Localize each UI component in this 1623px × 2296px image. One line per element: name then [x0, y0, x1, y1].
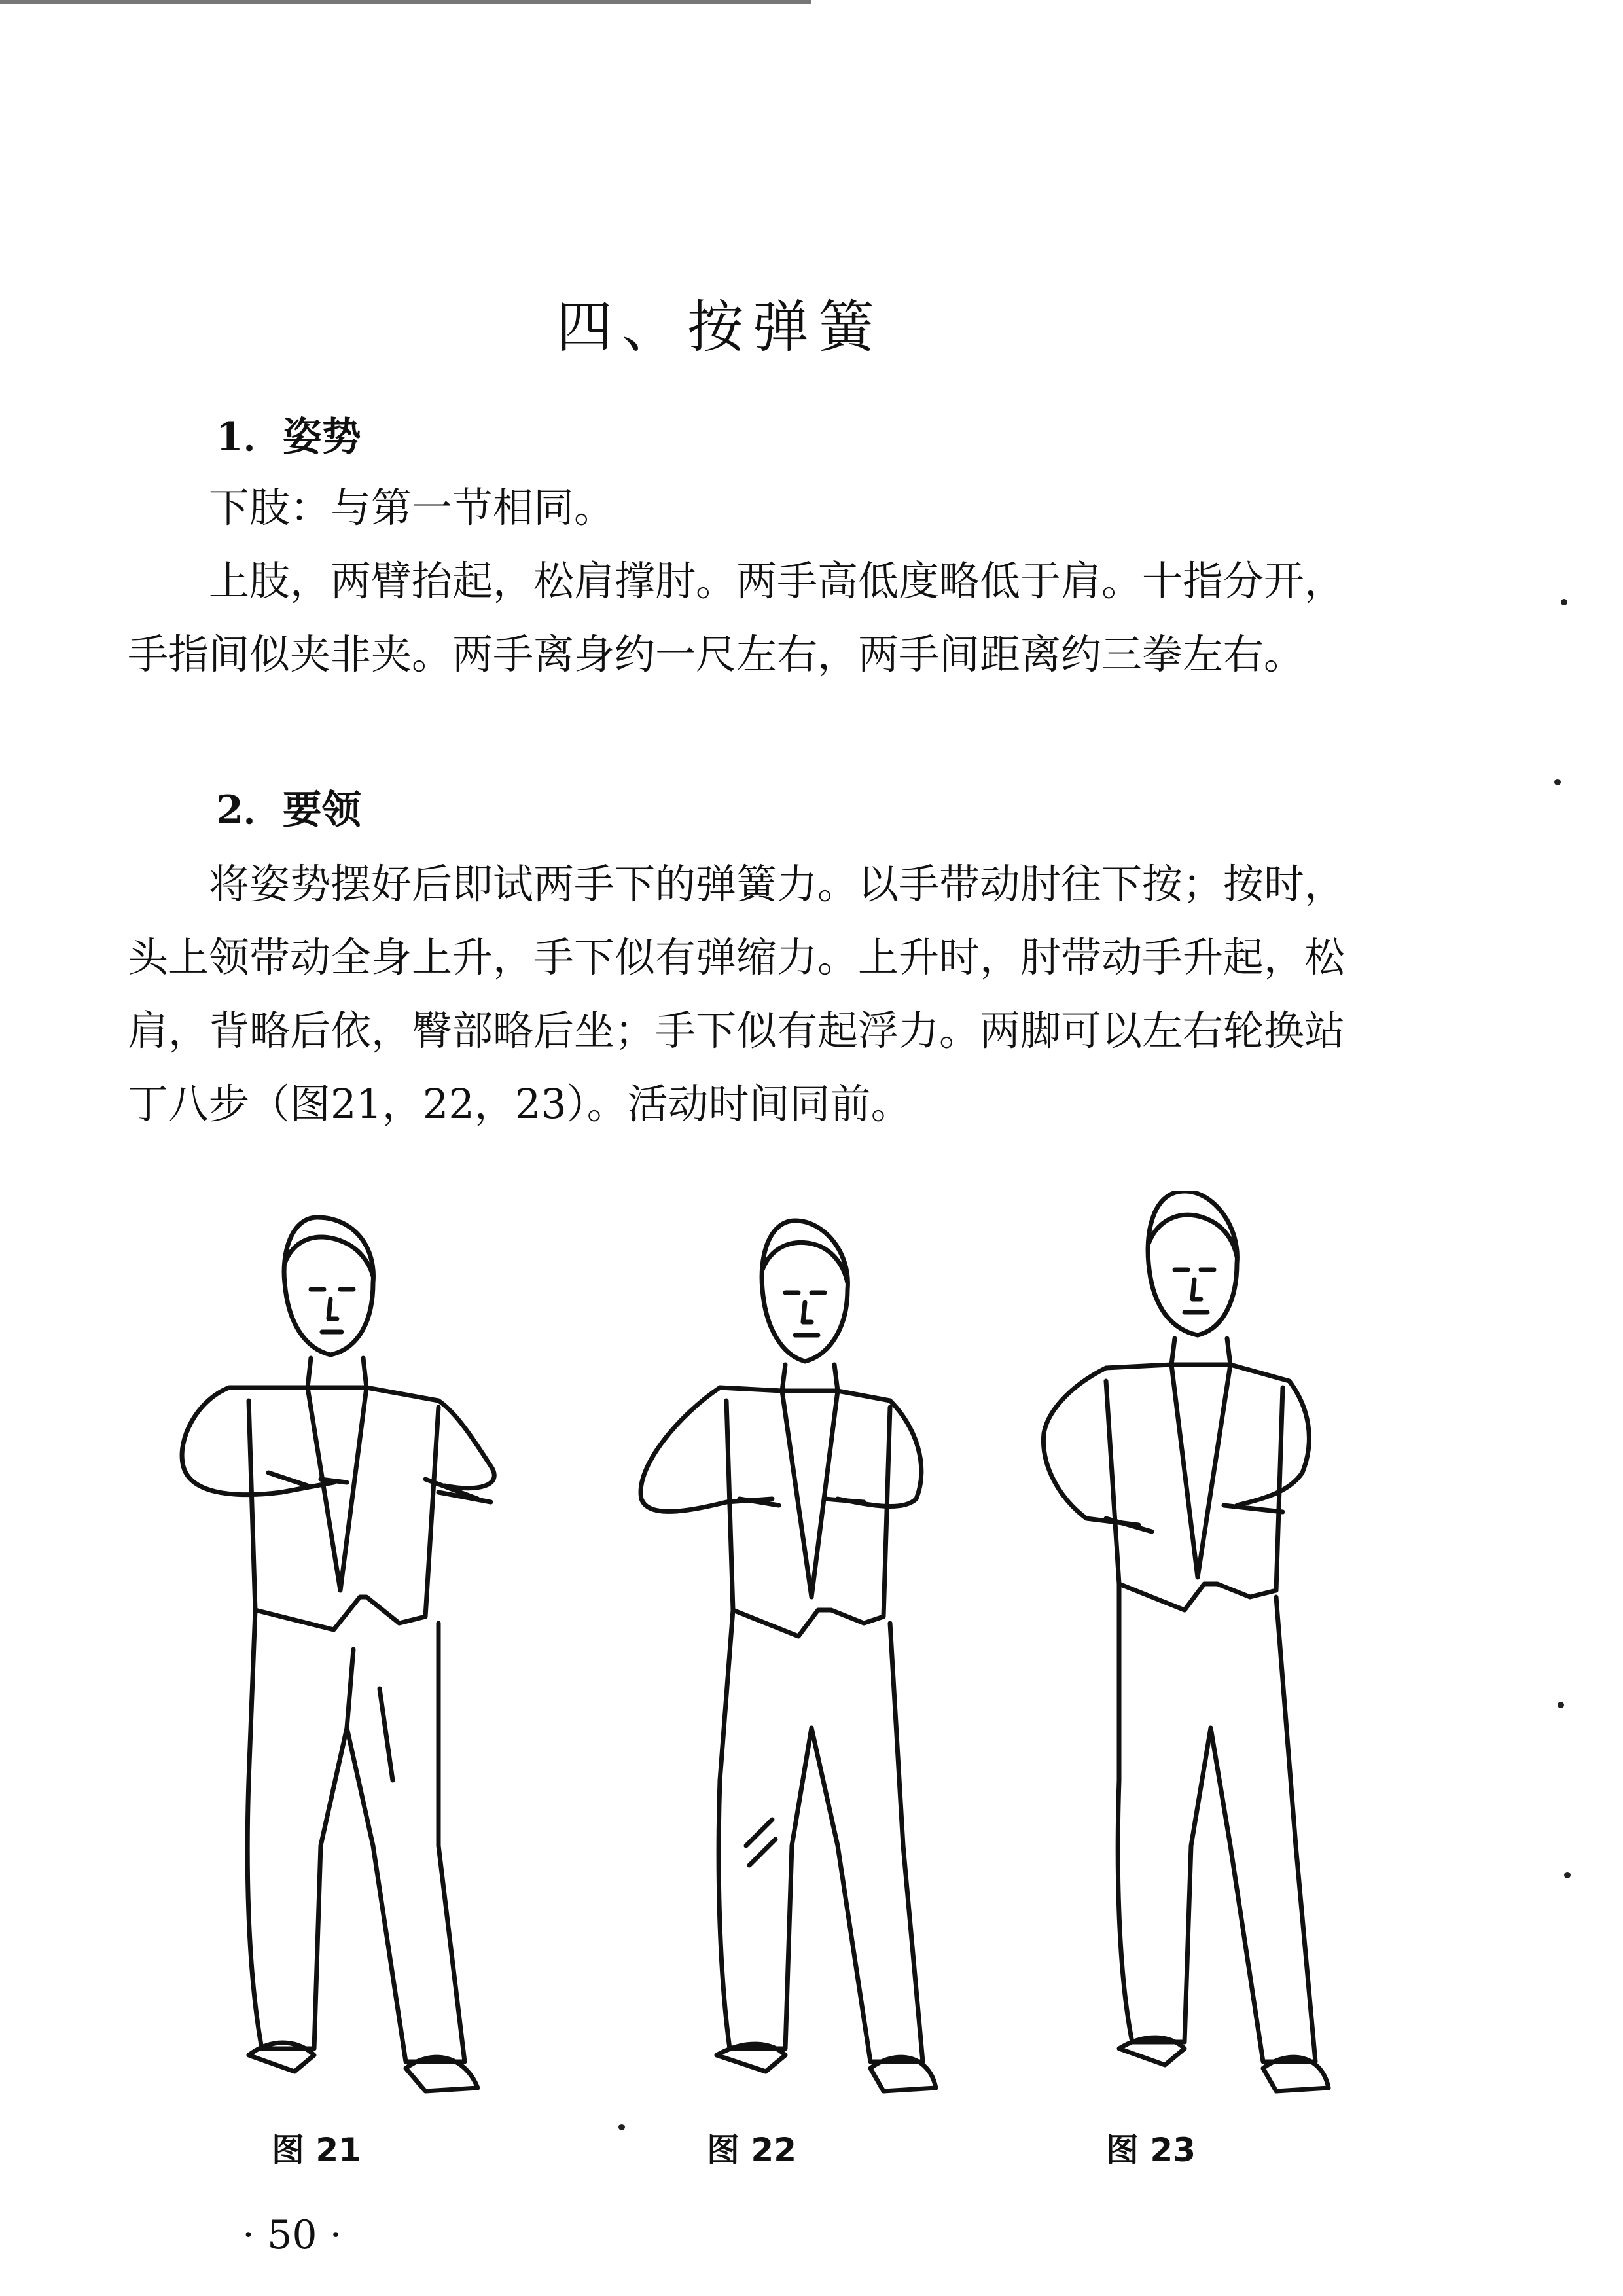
scan-speck — [618, 2124, 625, 2130]
subsection-heading-posture: 1．姿势 — [216, 414, 361, 460]
scan-speck — [1561, 599, 1567, 605]
paragraph-text: 将姿势摆好后即试两手下的弹簧力。以手带动肘往下按；按时，头上领带动全身上升，手下似有弹缩力。上升时，肘带动手升起，松肩，背略后依，臀部略后坐；手下似有起浮力。两脚可以左右轮换站丁八步（图21，22，23）。活动时间同前。 — [128, 860, 1346, 1128]
paragraph-text: 下肢：与第一节相同。 — [209, 484, 615, 531]
figure-22-caption: 图 22 — [707, 2131, 796, 2169]
scan-speck — [1554, 779, 1561, 785]
figure-22-illustration — [609, 1191, 1014, 2094]
scan-speck — [1558, 1702, 1564, 1708]
paragraph-upper-limbs — [128, 545, 1345, 691]
figure-21-caption: 图 21 — [272, 2131, 361, 2169]
section-title: 四、按弹簧 — [556, 295, 883, 360]
subsection-heading-essentials: 2．要领 — [216, 787, 361, 833]
paragraph-text: 上肢，两臂抬起，松肩撑肘。两手高低度略低于肩。十指分开，手指间似夹非夹。两手离身约一尺左右，两手间距离约三拳左右。 — [128, 557, 1346, 678]
figure-23-illustration — [988, 1191, 1355, 2094]
scan-speck — [1564, 1872, 1571, 1878]
paragraph-essentials — [128, 848, 1345, 1141]
figure-23-caption: 图 23 — [1106, 2131, 1196, 2169]
top-border-line — [0, 0, 812, 4]
page-number: · 50 · — [242, 2212, 342, 2258]
paragraph-lower-limbs — [128, 471, 1345, 545]
figure-21-illustration — [151, 1191, 556, 2094]
